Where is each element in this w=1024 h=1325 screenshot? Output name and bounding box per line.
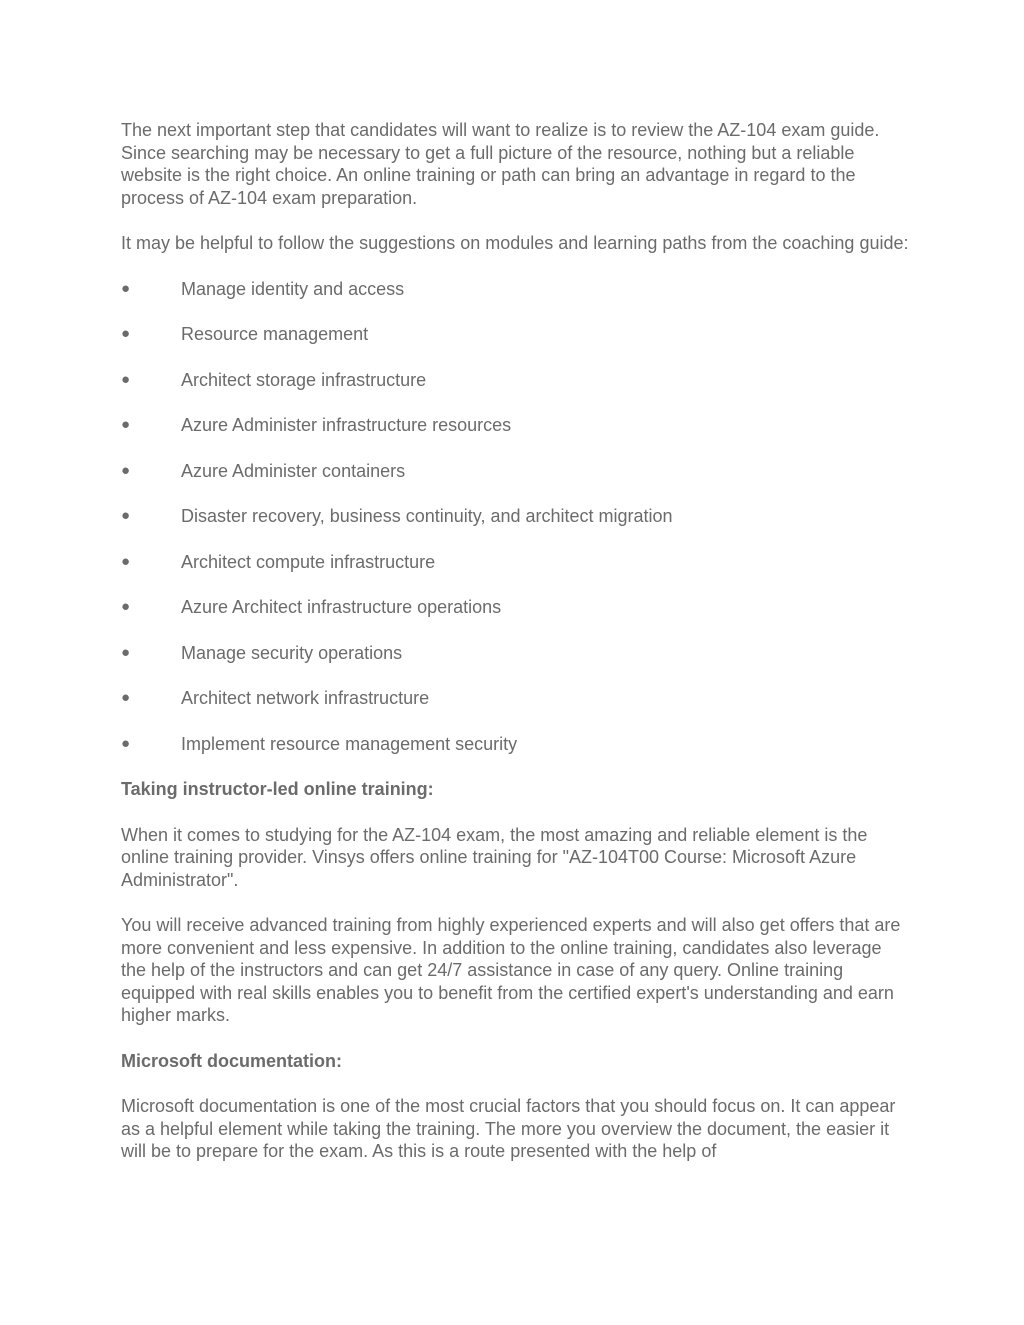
list-item — [121, 505, 911, 528]
list-item-text: Resource management — [181, 324, 369, 344]
bullet-icon: ● — [121, 325, 131, 342]
list-item-text: Architect network infrastructure — [181, 688, 430, 708]
bullet-icon: ● — [121, 643, 131, 661]
training-paragraph-1: When it comes to studying for the AZ-104 exam, the most amazing and reliable element is the online training provider. Vinsys offers online training for "AZ-104T00 Course: Microsoft Azure Administrator". — [121, 824, 868, 890]
list-item-text: Architect storage infrastructure — [181, 369, 427, 390]
training-paragraph-2: You will receive advanced training from highly experienced experts and will also get offers that are more convenient and less expensive. In addition to the online training, candidates also leverage the help of the instructors and can get 24/7 assistance in case of any query. Online training equipped with real skills enables you to benefit from the certified expert's understanding and earn higher marks. — [121, 915, 901, 1025]
list-item — [121, 323, 911, 346]
list-item — [121, 278, 911, 301]
list-item-text: Disaster recovery, business continuity, and architect migration — [181, 506, 673, 526]
training-heading: Taking instructor-led online training: — [121, 779, 434, 799]
list-item — [121, 733, 911, 756]
bullet-icon: ● — [121, 734, 131, 752]
bullet-icon: ● — [121, 461, 131, 479]
docs-paragraph-1: Microsoft documentation is one of the most crucial factors that you should focus on. It can appear as a helpful element while taking the training. The more you overview the document, the easier it will be to prepare for the exam. As this is a route presented with the help of — [121, 1096, 896, 1161]
list-item — [121, 551, 911, 574]
bullet-icon: ● — [121, 370, 131, 388]
intro-paragraph-1: The next important step that candidates will want to realize is to review the AZ-104 exam guide. Since searching may be necessary to get a full picture of the resource, nothing but a reliable website is the right choice. An online training or path can bring an advantage in regard to the process of AZ-104 exam preparation. — [121, 120, 880, 208]
list-item-text: Implement resource management security — [181, 733, 518, 754]
list-item — [121, 369, 911, 392]
list-item — [121, 596, 911, 619]
bullet-icon: ● — [121, 507, 131, 524]
bullet-icon: ● — [121, 598, 131, 615]
list-item-text: Manage security operations — [181, 642, 403, 663]
list-item — [121, 414, 911, 437]
list-item — [121, 687, 911, 710]
list-item — [121, 460, 911, 483]
list-item — [121, 642, 911, 665]
bullet-icon: ● — [121, 689, 131, 706]
intro-paragraph-2: It may be helpful to follow the suggestions on modules and learning paths from the coaching guide: — [121, 233, 909, 253]
list-item-text: Manage identity and access — [181, 278, 405, 299]
modules-list — [121, 278, 911, 756]
list-item-text: Architect compute infrastructure — [181, 551, 436, 572]
docs-heading: Microsoft documentation: — [121, 1050, 342, 1071]
list-item-text: Azure Architect infrastructure operations — [181, 597, 502, 617]
list-item-text: Azure Administer containers — [181, 460, 406, 481]
bullet-icon: ● — [121, 416, 131, 433]
document-page — [121, 119, 911, 1186]
bullet-icon: ● — [121, 279, 131, 297]
bullet-icon: ● — [121, 552, 131, 570]
list-item-text: Azure Administer infrastructure resources — [181, 415, 512, 435]
